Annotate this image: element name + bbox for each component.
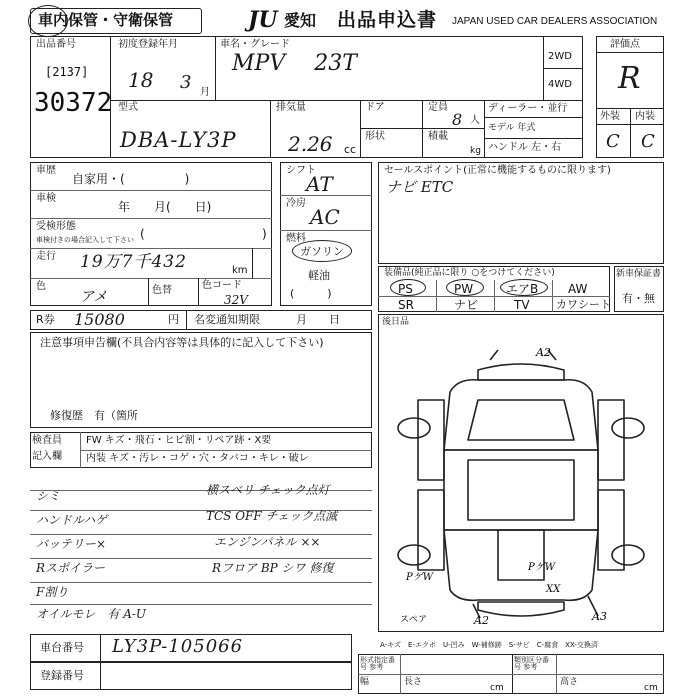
class-label: 類別区分番号 参考	[514, 656, 549, 671]
caution-label: 注意事項申告欄(不具合内容等は具体的に記入して下さい)	[40, 336, 324, 349]
type-label: 型式	[118, 102, 138, 113]
mileage-label: 走行	[36, 251, 56, 262]
model-year-label: モデル 年式	[488, 123, 536, 133]
note-right-4: Rフロア BP シワ 修復	[212, 561, 334, 575]
equip-kawaseat: カワシート	[556, 298, 611, 311]
note-left-2: ハンドルハゲ	[36, 513, 108, 527]
history-value: 自家用・( )	[72, 172, 190, 186]
drive-4wd: 4WD	[548, 79, 572, 90]
rating-score: R	[618, 61, 641, 96]
repair-history-label: 修復歴 有（箇所	[50, 409, 138, 422]
listing-number-label: 出品番号	[36, 39, 76, 50]
color-change-label: 色替	[152, 285, 172, 296]
diagram-label-pw-left: PゲW	[406, 572, 434, 583]
equip-airbag: エアB	[506, 282, 539, 296]
type-spec-label: 形式指定番号 参考	[360, 656, 395, 671]
note-left-6: オイルモレ 有 A-U	[36, 607, 147, 621]
equipment-label: 装備品(純正品に限り ○をつけてください)	[384, 268, 555, 278]
doors-label: ドア	[365, 102, 385, 113]
displacement: 2.26	[288, 132, 333, 156]
color-label: 色	[36, 281, 46, 292]
note-left-5: F割り	[36, 585, 69, 599]
car-name: MPV 23T	[232, 51, 357, 76]
history-label: 車歴	[36, 165, 56, 176]
inspection-label: 車検	[36, 193, 56, 204]
capacity-value: 8	[452, 110, 463, 129]
interior-grade: C	[641, 131, 655, 152]
width-label: 幅	[360, 677, 370, 687]
displacement-unit: cc	[344, 143, 357, 156]
equip-navi: ナビ	[454, 298, 479, 312]
rear-items-label: 後日品	[382, 317, 410, 327]
drive-2wd: 2WD	[548, 51, 572, 62]
diagram-label-pw-right: PゲW	[528, 562, 556, 573]
cooler-label: 冷房	[286, 198, 306, 209]
length-label: 長さ	[404, 677, 423, 687]
color-value: アメ	[80, 289, 108, 305]
color-code: 32V	[224, 293, 248, 307]
fuel-label: 燃料	[286, 233, 306, 244]
inspector-label: 検査員	[32, 435, 62, 446]
ju-logo: JU	[248, 7, 278, 33]
dealer-label: ディーラー・並行	[488, 103, 568, 114]
equip-sr: SR	[398, 298, 414, 312]
diagram-label-a2-top: A2	[536, 346, 551, 359]
first-reg-label: 初度登録年月	[118, 39, 178, 50]
receive-bracket: (	[140, 227, 145, 241]
color-code-label: 色コード	[202, 280, 242, 291]
association-name: JAPAN USED CAR DEALERS ASSOCIATION	[452, 16, 658, 27]
first-reg-month: 3	[180, 72, 192, 93]
equip-pw: PW	[454, 282, 474, 296]
note-left-3: バッテリー×	[36, 537, 107, 551]
cooler-value: AC	[310, 205, 340, 229]
note-right-2: TCS OFF チェック点滅	[206, 509, 338, 523]
fuel-gas: ガソリン	[300, 245, 344, 258]
name-change-label: 名変通知期限	[194, 313, 260, 326]
fuel-diesel: 軽油	[308, 269, 330, 282]
diagram-label-a2-bottom: A2	[474, 614, 489, 627]
load-label: 積載	[428, 131, 448, 142]
interior-label: 内装	[635, 111, 655, 122]
exterior-grade: C	[606, 131, 620, 152]
car-name-label: 車名・グレード	[220, 39, 290, 50]
equip-aw: AW	[568, 282, 588, 296]
r-ken-label: R券	[36, 313, 55, 326]
diagram-label-xx: XX	[546, 584, 561, 595]
height-unit: cm	[644, 683, 658, 693]
first-reg-month-unit: 月	[200, 87, 210, 98]
registration-label: 登録番号	[40, 669, 84, 682]
rating-label: 評価点	[610, 39, 640, 50]
diagram-label-spare: スペア	[400, 615, 428, 625]
equip-ps: PS	[398, 282, 413, 296]
listing-number: 30372	[34, 88, 113, 118]
load-unit: kg	[470, 146, 481, 156]
form-title: 出品申込書	[337, 9, 438, 31]
exterior-label: 外装	[600, 111, 620, 122]
mileage-unit: km	[232, 265, 248, 276]
shape-label: 形状	[365, 131, 385, 142]
vehicle-damage-diagram	[378, 340, 664, 632]
r-ken-value: 15080	[74, 310, 125, 329]
entry-label: 記入欄	[32, 451, 62, 462]
inspection-value: 年 月( 日)	[118, 200, 212, 214]
fuel-other: ( )	[290, 287, 332, 300]
warranty-value: 有・無	[622, 292, 655, 305]
receive-label: 受検形態	[36, 221, 76, 232]
capacity-unit: 人	[470, 115, 480, 126]
note-left-1: シミ	[36, 489, 61, 503]
diagram-legend: A-キズ E-エクボ U-凹み W-補修跡 S-サビ C-腐食 XX-交換済	[380, 641, 598, 649]
shift-label: シフト	[286, 165, 316, 176]
equip-tv: TV	[514, 298, 530, 312]
fw-line: FW キズ・飛石・ヒビ割・リペア跡・X要	[86, 435, 272, 446]
handle-label: ハンドル 左・右	[488, 142, 562, 153]
capacity-label: 定員	[428, 102, 448, 113]
branch-name: 愛知	[284, 11, 317, 30]
vehicle-type: DBA-LY3P	[120, 128, 237, 152]
r-ken-unit: 円	[168, 313, 179, 326]
displacement-label: 排気量	[276, 102, 306, 113]
receive-note: 車検付きの場合記入して下さい	[36, 236, 134, 244]
listing-sub-number: [2137]	[45, 65, 89, 79]
name-change-value: 月 日	[296, 313, 340, 326]
warranty-label: 新車保証書	[616, 269, 662, 279]
height-label: 高さ	[560, 677, 579, 687]
chassis-number: LY3P-105066	[112, 636, 244, 657]
first-reg-year: 18	[128, 68, 154, 92]
diagram-label-a3: A3	[592, 610, 607, 623]
shift-value: AT	[306, 172, 333, 196]
storage-stamp-text: 車内保管・守衛保管	[38, 11, 174, 29]
chassis-label: 車台番号	[40, 641, 84, 654]
note-right-3: エンジンパネル ××	[214, 535, 321, 549]
note-left-4: Rスポイラー	[36, 561, 106, 575]
note-right-1: 横スベリ チェック点灯	[206, 483, 330, 497]
length-unit: cm	[490, 683, 504, 693]
sales-points-label: セールスポイント(正常に機能するものに限ります)	[384, 165, 611, 176]
interior-damage-line: 内装 キズ・汚レ・コゲ・穴・タバコ・キレ・破レ	[86, 453, 309, 464]
mileage-value: 19万7千432	[80, 252, 187, 272]
sales-points-value: ナビ ETC	[386, 178, 454, 196]
